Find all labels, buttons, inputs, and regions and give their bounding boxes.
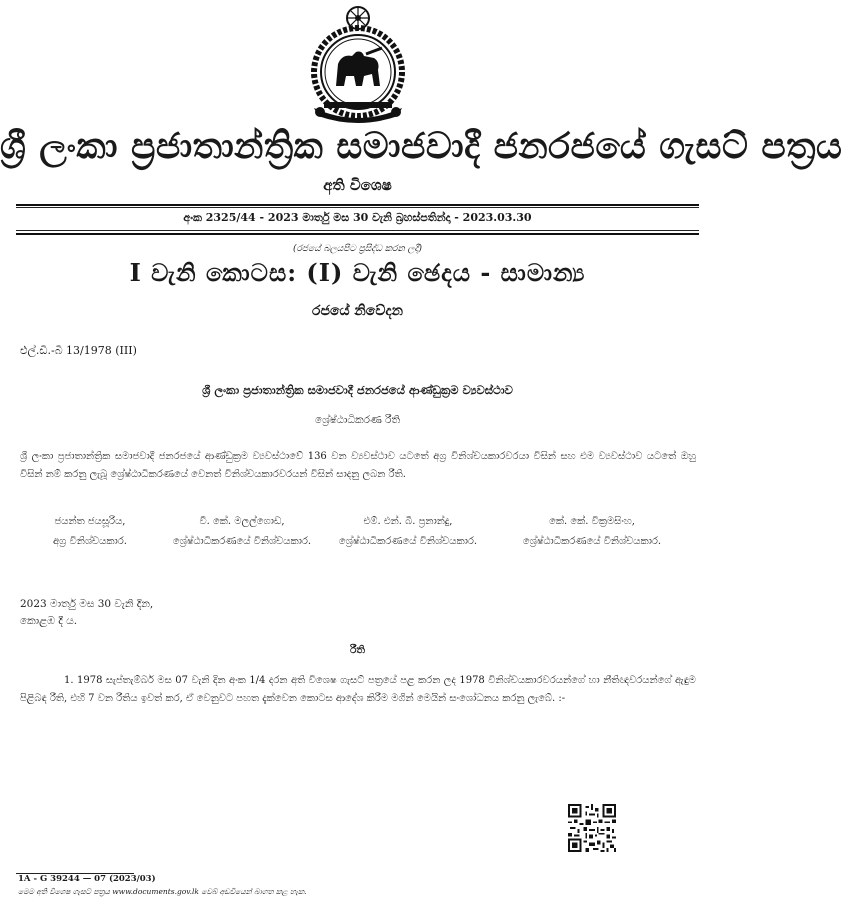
place-line: කොළඹ දී ය.: [20, 615, 78, 627]
authority-note: (රජයේ බලයපිට ප්‍රසිද්ධ කරන ලදී): [292, 244, 423, 254]
signatory: [328, 512, 488, 552]
state-emblem-icon: [302, 4, 414, 122]
section-heading: ශ්‍රී ලංකා ප්‍රජාතාන්ත්‍රික සමාජවාදී ජනරජයේ ආණ්ඩුක්‍රම ව්‍යවස්ථාව: [202, 383, 513, 397]
gazette-subtitle: අති විශෙෂ: [323, 176, 392, 194]
signatory-name: එම්. එන්. බී. ප්‍රනාන්දු,: [363, 516, 453, 527]
download-note: මෙම අති විශෙෂ ගැසට් පත්‍රය www.documents.gov.lk වෙබ් අඩවියෙන් බාගත කළ හැක.: [18, 887, 307, 896]
header-rule-bottom-thin: [16, 230, 699, 231]
signatory: [10, 512, 170, 552]
signatory: [162, 512, 322, 552]
signatory-title: ශ්‍රේෂ්ඨාධිකරණයේ විනිශ්චයකාර.: [522, 536, 662, 547]
section-subheading: ශ්‍රේෂ්ඨාධිකරණ රීති: [315, 414, 400, 426]
signatory-title: ශ්‍රේෂ්ඨාධිකරණයේ විනිශ්චයකාර.: [338, 536, 478, 547]
signatory-name: කේ. කේ. වික්‍රමසිංහ,: [549, 516, 635, 527]
signatory: [512, 512, 672, 552]
issue-line: අංක 2325/44 - 2023 මාර්තු මස 30 වැනි බ්‍රහස්පතින්දා - 2023.03.30: [183, 211, 532, 224]
rules-heading: රීති: [350, 644, 365, 656]
rule-1-paragraph: 1. 1978 සැප්තැම්බර් මස 07 වැනි දින අංක 1/4 දරන අති විශෙෂ ගැසට් පත්‍රයේ පළ කරන ලද 1978 විනිශ්චයකාරවරයන්ගේ හා නීතිඥවරයන්ගේ ඇඳුම පිළිබඳ රීති, එහි 7 වන රීතිය ඉවත් කර, ඒ වෙනුවට පහත දැක්වෙන කොටස ආදේශ කිරීම මගින් මෙයින් සංශෝධනය කරනු ලැබේ. :-: [20, 675, 696, 704]
print-code: 1A - G 39244 — 07 (2023/03): [18, 874, 156, 884]
signatory-title: අග්‍ර විනිශ්චයකාර.: [53, 536, 127, 547]
notice-heading: රජයේ නිවේදන: [312, 303, 403, 319]
signatory-name: වී. කේ. මලල්ගොඩ,: [199, 516, 285, 527]
date-place-block: [20, 596, 153, 630]
header-rule-top-thin: [16, 207, 699, 208]
qr-code-icon: [568, 804, 616, 852]
date-line: 2023 මාර්තු මස 30 වැනි දින,: [20, 598, 154, 610]
intro-paragraph: ශ්‍රී ලංකා ප්‍රජාතාන්ත්‍රික සමාජවාදී ජනරජයේ ආණ්ඩුක්‍රම ව්‍යවස්ථාවේ 136 වන ව්‍යවස්ථාව යටතේ අග්‍ර විනිශ්චයකාරවරයා විසින් සහ එම ව්‍යවස්ථාව යටතේ ඔහු විසින් නම් කරනු ලැබූ ශ්‍රේෂ්ඨාධිකරණයේ වෙනත් විනිශ්චයකාරවරයන් විසින් සාදනු ලබන රීති.: [20, 451, 696, 480]
gazette-title: ශ්‍රී ලංකා ප්‍රජාතාන්ත්‍රික සමාජවාදී ජනරජයේ ගැසට් පත්‍රය: [0, 125, 842, 167]
signatory-title: ශ්‍රේෂ්ඨාධිකරණයේ විනිශ්චයකාර.: [172, 536, 312, 547]
reference-number: එල්.ඩී.-බී 13/1978 (III): [20, 344, 137, 357]
header-rule-bottom: [16, 233, 699, 235]
header-rule-top: [16, 204, 699, 206]
signatory-name: ජයන්ත ජයසූරිය,: [54, 516, 126, 527]
part-title: I වැනි කොටස: (I) වැනි ඡෙදය - සාමාන්‍ය: [129, 258, 586, 287]
